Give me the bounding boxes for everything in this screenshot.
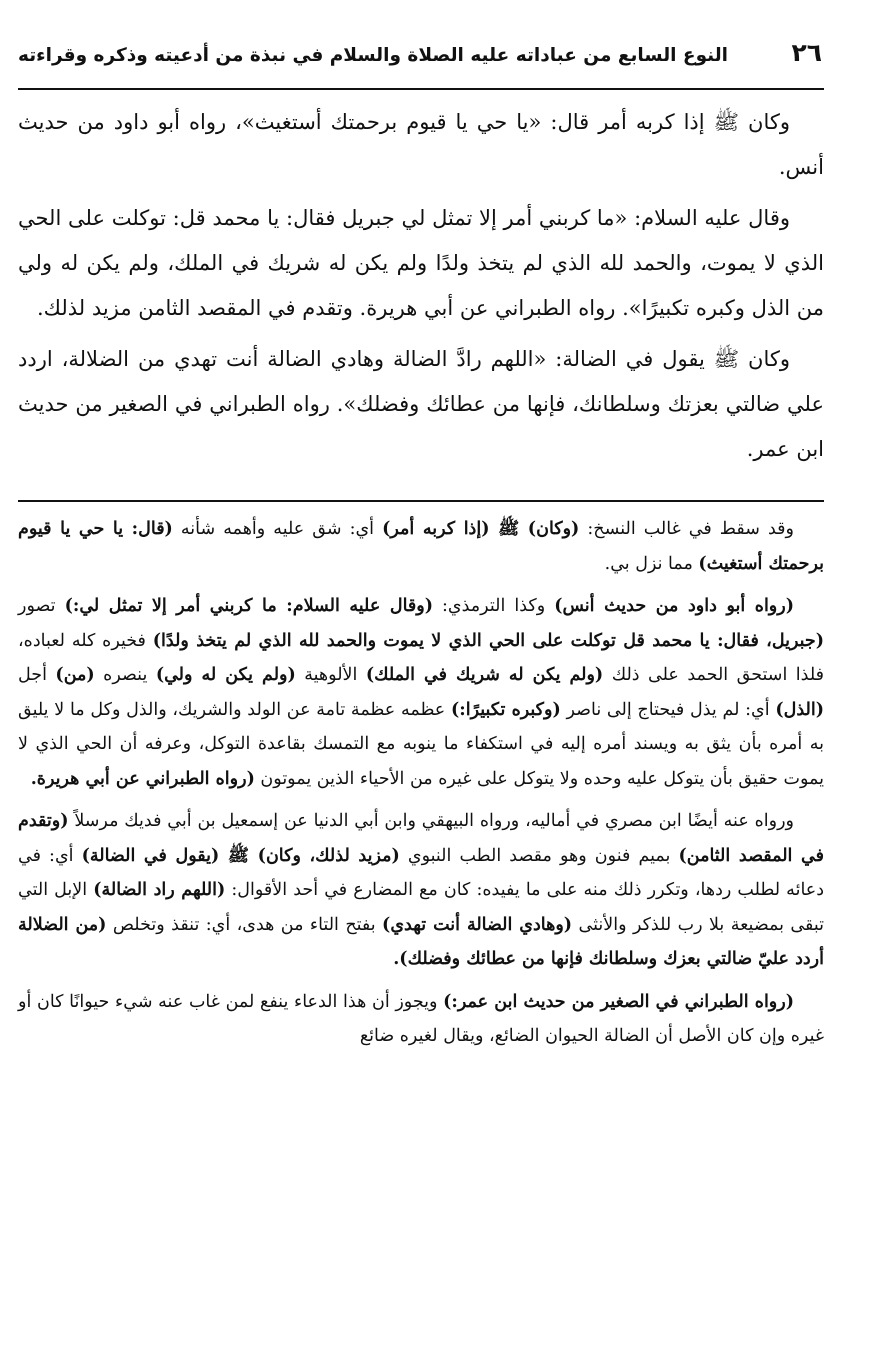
quoted-text: (من الضلالة أردد عليّ ضالتي بعزك وسلطانك فإنها من عطائك وفضلك).	[18, 914, 824, 969]
commentary-text: عظمه عظمة تامة عن الولد والشريك، والذل وكل ما لا يليق به أمره بأن يثق به ويسند أمره إليه في استكفاء ما ينوبه مع التمسك بقاعدة التوكل، وعرفه أن الحي الذي لا يموت حقيق بأن يتوكل عليه وحده ولا يتوكل على غيره من الأحياء الذين يموتون	[18, 699, 824, 789]
quoted-text: (وكبره تكبيرًا:)	[450, 699, 561, 720]
quoted-text: (قال: يا حي يا قيوم برحمتك أستغيث)	[18, 519, 824, 574]
page-number: ٢٦	[791, 38, 822, 67]
commentary-paragraph	[18, 985, 824, 1054]
section-divider	[18, 500, 824, 502]
quoted-text: (مزيد لذلك، وكان) ﷺ (يقول في الضالة)	[81, 845, 400, 866]
quoted-text: (رواه الطبراني في الصغير من حديث ابن عمر:)	[443, 991, 794, 1012]
commentary-text: بفتح التاء من هدى، أي: تنقذ وتخلص	[106, 914, 383, 935]
commentary-text: وقد سقط في غالب النسخ:	[579, 519, 794, 539]
quoted-text: (وقال عليه السلام: ما كربني أمر إلا تمثل لي:)	[64, 596, 433, 616]
commentary-text: بميم فنون وهو مقصد الطب النبوي	[399, 845, 679, 866]
quoted-text: (رواه أبو داود من حديث أنس)	[554, 596, 794, 616]
quoted-text: (من)	[55, 665, 95, 685]
commentary-text: تصور	[18, 596, 65, 616]
commentary-text: أي: لم يذل فيحتاج إلى ناصر	[560, 699, 776, 720]
book-page	[18, 38, 824, 1062]
commentary-text: فخيره كله لعباده، فلذا استحق الحمد على ذلك	[18, 630, 825, 685]
commentary-text: الألوهية	[295, 665, 366, 685]
commentary-paragraph	[18, 804, 824, 977]
main-paragraph: وكان ﷺ إذا كربه أمر قال: «يا حي يا قيوم برحمتك أستغيث»، رواه أبو داود من حديث أنس.	[18, 110, 824, 179]
main-text	[18, 100, 824, 472]
quoted-text: (وتقدم في المقصد الثامن)	[18, 811, 824, 866]
quoted-text: (ولم يكن له ولي)	[155, 665, 296, 685]
commentary	[18, 512, 824, 1054]
commentary-text: ينصره	[94, 665, 156, 685]
commentary-text: أجل	[18, 665, 56, 685]
commentary-paragraph	[18, 512, 824, 581]
commentary-text: أي: شق عليه وأهمه شأنه	[172, 519, 383, 539]
quoted-text: (وكان) ﷺ (إذا كربه أمر)	[382, 519, 580, 539]
main-paragraph: وكان ﷺ يقول في الضالة: «اللهم رادَّ الضالة وهادي الضالة أنت تهدي من الضلالة، اردد علي ضالتي بعزتك وسلطانك، فإنها من عطائك وفضلك». رواه الطبراني في الصغير من حديث ابن عمر.	[18, 347, 824, 461]
quoted-text: (رواه الطبراني عن أبي هريرة.	[30, 768, 255, 789]
commentary-text: مما نزل بي.	[604, 553, 699, 574]
quoted-text: (اللهم راد الضالة)	[93, 880, 226, 900]
commentary-text: ورواه عنه أيضًا ابن مصري في أماليه، ورواه البيهقي وابن أبي الدنيا عن إسمعيل بن أبي فديك مرسلاً	[68, 811, 794, 831]
running-title: النوع السابع من عباداته عليه الصلاة والسلام في نبذة من أدعيته وذكره وقراءته	[18, 45, 729, 66]
quoted-text: (ولم يكن له شريك في الملك)	[365, 665, 604, 685]
commentary-text: وكذا الترمذي:	[433, 596, 555, 616]
commentary-paragraph	[18, 589, 824, 796]
commentary-text: الإبل التي تبقى بمضيعة بلا رب للذكر والأنثى	[18, 880, 824, 935]
commentary-text: ويجوز أن هذا الدعاء ينفع لمن غاب عنه شيء حيوانًا كان أو غيره وإن كان الأصل أن الضالة الحيوان الضائع، ويقال لغيره ضائع	[18, 991, 824, 1046]
quoted-text: (وهادي الضالة أنت تهدي)	[382, 914, 573, 935]
quoted-text: (جبريل، فقال: يا محمد قل توكلت على الحي الذي لا يموت والحمد لله الذي لم يتخذ ولدًا)	[152, 630, 824, 651]
quoted-text: (الذل)	[775, 699, 824, 720]
main-paragraph: وقال عليه السلام: «ما كربني أمر إلا تمثل لي جبريل فقال: يا محمد قل: توكلت على الحي الذي لا يموت، والحمد لله الذي لم يتخذ ولدًا ولم يكن له شريك في الملك، ولم يكن له ولي من الذل وكبره تكبيرًا». رواه الطبراني عن أبي هريرة. وتقدم في المقصد الثامن مزيد لذلك.	[18, 206, 824, 320]
commentary-text: أي: في دعائه لطلب ردها، وتكرر ذلك منه على ما يفيده: كان مع المضارع في أحد الأقوال:	[18, 845, 825, 900]
page-header	[18, 38, 824, 90]
